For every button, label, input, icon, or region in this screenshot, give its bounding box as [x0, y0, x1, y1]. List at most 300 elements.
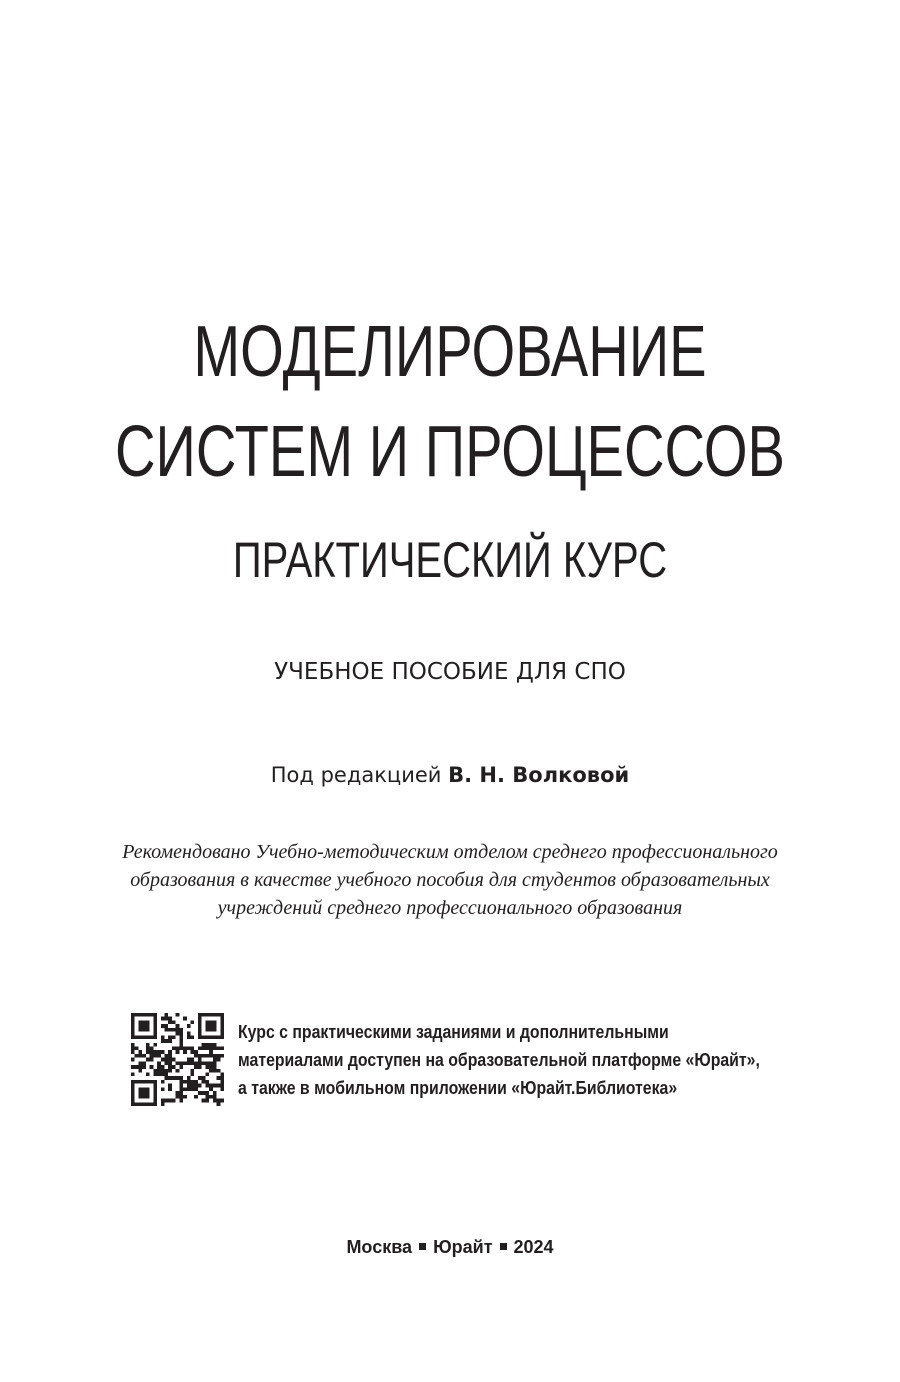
- qr-module: [157, 1054, 161, 1058]
- qr-module: [157, 1050, 161, 1054]
- qr-module: [168, 1020, 172, 1024]
- qr-module: [187, 1024, 191, 1028]
- recommendation-line-1: Рекомендовано Учебно-методическим отделом среднего профессионального: [122, 841, 778, 863]
- qr-module: [172, 1058, 176, 1062]
- qr-module: [138, 1091, 142, 1095]
- book-title-line-2: СИСТЕМ И ПРОЦЕССОВ: [114, 412, 786, 492]
- qr-module: [220, 1017, 224, 1021]
- qr-module: [168, 1039, 172, 1043]
- qr-module: [138, 1050, 142, 1054]
- qr-module: [205, 1046, 209, 1050]
- qr-module: [153, 1080, 157, 1084]
- qr-module: [202, 1076, 206, 1080]
- qr-module: [220, 1024, 224, 1028]
- qr-module: [198, 1013, 202, 1017]
- qr-module: [161, 1080, 165, 1084]
- qr-module: [153, 1017, 157, 1021]
- qr-module: [202, 1054, 206, 1058]
- qr-module: [213, 1095, 217, 1099]
- qr-module: [191, 1061, 195, 1065]
- qr-module: [172, 1076, 176, 1080]
- qr-module: [176, 1046, 180, 1050]
- qr-module: [157, 1073, 161, 1077]
- qr-module: [150, 1050, 154, 1054]
- editor-line: [0, 760, 900, 790]
- qr-module: [194, 1080, 198, 1084]
- imprint-city: Москва: [346, 1237, 413, 1257]
- qr-module: [164, 1054, 168, 1058]
- qr-module: [161, 1099, 165, 1103]
- qr-module: [205, 1099, 209, 1103]
- qr-module: [146, 1024, 150, 1028]
- qr-module: [146, 1020, 150, 1024]
- qr-module: [220, 1087, 224, 1091]
- qr-module: [220, 1073, 224, 1077]
- qr-module: [142, 1035, 146, 1039]
- qr-module: [202, 1091, 206, 1095]
- qr-module: [150, 1054, 154, 1058]
- qr-module: [153, 1043, 157, 1047]
- qr-module: [168, 1087, 172, 1091]
- qr-module: [191, 1020, 195, 1024]
- qr-module: [179, 1035, 183, 1039]
- qr-module: [146, 1035, 150, 1039]
- qr-module: [161, 1069, 165, 1073]
- qr-module: [150, 1013, 154, 1017]
- qr-module: [146, 1073, 150, 1077]
- qr-module: [164, 1073, 168, 1077]
- qr-module: [135, 1080, 139, 1084]
- qr-module: [138, 1102, 142, 1106]
- qr-module: [187, 1076, 191, 1080]
- qr-module: [135, 1013, 139, 1017]
- qr-module: [194, 1084, 198, 1088]
- qr-module: [187, 1032, 191, 1036]
- imprint: [0, 1234, 900, 1260]
- qr-module: [157, 1069, 161, 1073]
- qr-module: [220, 1028, 224, 1032]
- qr-module: [161, 1035, 165, 1039]
- qr-module: [164, 1028, 168, 1032]
- qr-module: [153, 1035, 157, 1039]
- qr-module: [220, 1032, 224, 1036]
- editor-name: В. Н. Волковой: [448, 763, 630, 787]
- qr-module: [198, 1054, 202, 1058]
- qr-module: [146, 1087, 150, 1091]
- qr-module: [187, 1084, 191, 1088]
- qr-module: [213, 1069, 217, 1073]
- qr-module: [142, 1024, 146, 1028]
- qr-module: [142, 1102, 146, 1106]
- qr-module: [150, 1080, 154, 1084]
- qr-module: [194, 1095, 198, 1099]
- qr-module: [168, 1017, 172, 1021]
- qr-module: [205, 1073, 209, 1077]
- qr-module: [131, 1073, 135, 1077]
- qr-module: [198, 1091, 202, 1095]
- qr-module: [183, 1095, 187, 1099]
- qr-module: [138, 1095, 142, 1099]
- qr-module: [131, 1046, 135, 1050]
- qr-module: [220, 1046, 224, 1050]
- qr-module: [217, 1058, 221, 1062]
- qr-module: [209, 1061, 213, 1065]
- qr-module: [198, 1061, 202, 1065]
- qr-module: [146, 1046, 150, 1050]
- book-subtitle: ПРАКТИЧЕСКИЙ КУРС: [232, 532, 668, 588]
- qr-module: [179, 1028, 183, 1032]
- qr-module: [168, 1076, 172, 1080]
- qr-module: [198, 1084, 202, 1088]
- qr-module: [205, 1095, 209, 1099]
- qr-module: [179, 1039, 183, 1043]
- qr-module: [168, 1084, 172, 1088]
- qr-module: [146, 1095, 150, 1099]
- qr-module: [187, 1035, 191, 1039]
- qr-module: [142, 1080, 146, 1084]
- qr-module: [205, 1061, 209, 1065]
- qr-module: [131, 1084, 135, 1088]
- qr-module: [202, 1035, 206, 1039]
- qr-module: [205, 1084, 209, 1088]
- qr-module: [187, 1046, 191, 1050]
- qr-module: [209, 1050, 213, 1054]
- qr-module: [202, 1080, 206, 1084]
- qr-module: [220, 1013, 224, 1017]
- qr-module: [138, 1028, 142, 1032]
- qr-module: [198, 1076, 202, 1080]
- qr-module: [153, 1087, 157, 1091]
- qr-module: [131, 1058, 135, 1062]
- qr-module: [146, 1058, 150, 1062]
- qr-module: [138, 1087, 142, 1091]
- qr-module: [176, 1095, 180, 1099]
- qr-module: [198, 1065, 202, 1069]
- qr-module: [131, 1095, 135, 1099]
- qr-module: [138, 1069, 142, 1073]
- qr-module: [176, 1091, 180, 1095]
- qr-module: [146, 1043, 150, 1047]
- qr-module: [164, 1017, 168, 1021]
- qr-module: [153, 1095, 157, 1099]
- qr-module: [157, 1061, 161, 1065]
- qr-module: [179, 1084, 183, 1088]
- qr-module: [205, 1028, 209, 1032]
- qr-module: [172, 1020, 176, 1024]
- qr-module: [153, 1028, 157, 1032]
- qr-module: [150, 1065, 154, 1069]
- qr-module: [150, 1058, 154, 1062]
- qr-module: [220, 1035, 224, 1039]
- qr-module: [142, 1087, 146, 1091]
- qr-module: [209, 1028, 213, 1032]
- qr-module: [131, 1020, 135, 1024]
- course-note: [238, 1018, 766, 1102]
- qr-module: [179, 1091, 183, 1095]
- qr-module: [153, 1032, 157, 1036]
- qr-module: [138, 1013, 142, 1017]
- qr-module: [205, 1054, 209, 1058]
- qr-module: [217, 1076, 221, 1080]
- qr-module: [209, 1043, 213, 1047]
- qr-module: [202, 1061, 206, 1065]
- qr-module: [209, 1020, 213, 1024]
- qr-module: [179, 1076, 183, 1080]
- qr-module: [191, 1050, 195, 1054]
- recommendation-text: [100, 838, 800, 922]
- qr-module: [138, 1061, 142, 1065]
- qr-module: [198, 1017, 202, 1021]
- qr-module: [176, 1069, 180, 1073]
- qr-module: [153, 1020, 157, 1024]
- qr-module: [194, 1054, 198, 1058]
- qr-module: [146, 1102, 150, 1106]
- qr-module: [138, 1035, 142, 1039]
- qr-module: [202, 1099, 206, 1103]
- qr-module: [194, 1061, 198, 1065]
- qr-module: [209, 1069, 213, 1073]
- qr-module: [194, 1050, 198, 1054]
- qr-module: [183, 1050, 187, 1054]
- qr-module: [142, 1091, 146, 1095]
- qr-module: [176, 1076, 180, 1080]
- qr-module: [142, 1095, 146, 1099]
- qr-module: [164, 1076, 168, 1080]
- qr-module: [198, 1028, 202, 1032]
- qr-module: [220, 1054, 224, 1058]
- qr-module: [131, 1102, 135, 1106]
- separator-square-icon: [419, 1243, 426, 1250]
- qr-module: [153, 1102, 157, 1106]
- qr-module: [164, 1024, 168, 1028]
- qr-module: [183, 1046, 187, 1050]
- qr-module: [198, 1035, 202, 1039]
- qr-module: [198, 1058, 202, 1062]
- qr-module: [179, 1032, 183, 1036]
- qr-module: [183, 1087, 187, 1091]
- qr-module: [183, 1017, 187, 1021]
- qr-module: [187, 1058, 191, 1062]
- qr-module: [205, 1065, 209, 1069]
- course-note-line-3: а также в мобильном приложении «Юрайт.Библиотека»: [238, 1078, 678, 1098]
- qr-module: [135, 1046, 139, 1050]
- qr-module: [131, 1050, 135, 1054]
- qr-module: [135, 1102, 139, 1106]
- qr-module: [205, 1035, 209, 1039]
- qr-module: [179, 1095, 183, 1099]
- qr-module: [176, 1024, 180, 1028]
- editor-prefix: Под редакцией: [270, 763, 442, 787]
- qr-module: [198, 1024, 202, 1028]
- qr-module: [179, 1061, 183, 1065]
- qr-module: [157, 1065, 161, 1069]
- qr-module: [202, 1043, 206, 1047]
- qr-module: [191, 1069, 195, 1073]
- qr-module: [131, 1065, 135, 1069]
- qr-module: [150, 1035, 154, 1039]
- qr-module: [191, 1035, 195, 1039]
- qr-module: [179, 1043, 183, 1047]
- qr-module: [217, 1013, 221, 1017]
- qr-module: [209, 1054, 213, 1058]
- qr-module: [161, 1024, 165, 1028]
- qr-module: [153, 1084, 157, 1088]
- qr-module: [176, 1028, 180, 1032]
- qr-module: [213, 1065, 217, 1069]
- qr-module: [179, 1065, 183, 1069]
- qr-module: [191, 1087, 195, 1091]
- qr-module: [161, 1065, 165, 1069]
- qr-module: [198, 1032, 202, 1036]
- qr-module: [138, 1080, 142, 1084]
- recommendation-line-2: образования в качестве учебного пособия для студентов образовательных: [130, 869, 770, 891]
- qr-module: [220, 1020, 224, 1024]
- qr-module: [146, 1050, 150, 1054]
- qr-module: [205, 1020, 209, 1024]
- qr-module: [179, 1080, 183, 1084]
- qr-module: [131, 1024, 135, 1028]
- qr-module: [209, 1035, 213, 1039]
- qr-module: [146, 1013, 150, 1017]
- qr-module: [205, 1043, 209, 1047]
- qr-module: [220, 1076, 224, 1080]
- qr-module: [164, 1039, 168, 1043]
- qr-module: [142, 1054, 146, 1058]
- qr-module: [183, 1080, 187, 1084]
- qr-module: [205, 1091, 209, 1095]
- qr-module: [213, 1099, 217, 1103]
- qr-module: [142, 1013, 146, 1017]
- qr-module: [191, 1080, 195, 1084]
- qr-module: [205, 1024, 209, 1028]
- qr-module: [153, 1091, 157, 1095]
- qr-module: [220, 1080, 224, 1084]
- qr-module: [131, 1099, 135, 1103]
- qr-module: [131, 1035, 135, 1039]
- qr-module: [153, 1050, 157, 1054]
- qr-module: [191, 1058, 195, 1062]
- qr-module: [131, 1028, 135, 1032]
- qr-module: [168, 1050, 172, 1054]
- qr-module: [146, 1028, 150, 1032]
- qr-module: [131, 1080, 135, 1084]
- qr-module: [138, 1024, 142, 1028]
- qr-module: [209, 1095, 213, 1099]
- qr-code-icon[interactable]: [131, 1013, 224, 1106]
- qr-module: [164, 1099, 168, 1103]
- qr-module: [198, 1046, 202, 1050]
- qr-module: [205, 1013, 209, 1017]
- imprint-year: 2024: [513, 1237, 554, 1257]
- qr-module: [172, 1035, 176, 1039]
- qr-module: [209, 1013, 213, 1017]
- qr-module: [202, 1046, 206, 1050]
- qr-module: [131, 1043, 135, 1047]
- qr-module: [142, 1061, 146, 1065]
- qr-module: [220, 1084, 224, 1088]
- qr-module: [168, 1069, 172, 1073]
- qr-module: [191, 1073, 195, 1077]
- qr-module: [153, 1054, 157, 1058]
- qr-module: [217, 1069, 221, 1073]
- qr-module: [131, 1091, 135, 1095]
- qr-module: [179, 1099, 183, 1103]
- genre-label: УЧЕБНОЕ ПОСОБИЕ ДЛЯ СПО: [274, 659, 626, 685]
- qr-module: [202, 1013, 206, 1017]
- qr-module: [213, 1058, 217, 1062]
- qr-module: [176, 1061, 180, 1065]
- qr-module: [209, 1024, 213, 1028]
- qr-module: [153, 1099, 157, 1103]
- qr-module: [213, 1046, 217, 1050]
- qr-module: [191, 1046, 195, 1050]
- qr-module: [168, 1065, 172, 1069]
- qr-module: [217, 1099, 221, 1103]
- qr-module: [187, 1061, 191, 1065]
- qr-module: [213, 1043, 217, 1047]
- qr-module: [220, 1099, 224, 1103]
- qr-module: [213, 1028, 217, 1032]
- qr-module: [153, 1073, 157, 1077]
- separator-square-icon: [500, 1243, 507, 1250]
- qr-module: [142, 1065, 146, 1069]
- qr-module: [161, 1058, 165, 1062]
- qr-module: [213, 1084, 217, 1088]
- qr-module: [187, 1087, 191, 1091]
- qr-module: [168, 1054, 172, 1058]
- qr-module: [187, 1080, 191, 1084]
- qr-module: [191, 1084, 195, 1088]
- qr-module: [161, 1039, 165, 1043]
- qr-module: [176, 1050, 180, 1054]
- qr-module: [153, 1069, 157, 1073]
- qr-module: [164, 1013, 168, 1017]
- qr-module: [146, 1091, 150, 1095]
- qr-module: [179, 1087, 183, 1091]
- qr-module: [213, 1061, 217, 1065]
- qr-module: [135, 1065, 139, 1069]
- qr-module: [194, 1065, 198, 1069]
- qr-module: [213, 1020, 217, 1024]
- qr-module: [168, 1061, 172, 1065]
- qr-module: [161, 1050, 165, 1054]
- qr-module: [213, 1024, 217, 1028]
- qr-module: [183, 1061, 187, 1065]
- qr-module: [164, 1058, 168, 1062]
- recommendation-line-3: учреждений среднего профессионального образования: [217, 897, 683, 919]
- qr-module: [135, 1035, 139, 1039]
- book-title-line-1: МОДЕЛИРОВАНИЕ: [193, 312, 707, 392]
- qr-module: [164, 1069, 168, 1073]
- qr-module: [131, 1017, 135, 1021]
- imprint-publisher: Юрайт: [433, 1237, 493, 1257]
- qr-module: [209, 1065, 213, 1069]
- qr-module: [172, 1028, 176, 1032]
- qr-module: [217, 1035, 221, 1039]
- qr-module: [164, 1061, 168, 1065]
- qr-module: [176, 1032, 180, 1036]
- qr-module: [194, 1087, 198, 1091]
- qr-module: [209, 1084, 213, 1088]
- qr-module: [213, 1035, 217, 1039]
- qr-module: [168, 1028, 172, 1032]
- qr-module: [138, 1054, 142, 1058]
- qr-module: [142, 1028, 146, 1032]
- qr-module: [153, 1024, 157, 1028]
- qr-module: [161, 1087, 165, 1091]
- qr-module: [176, 1013, 180, 1017]
- qr-module: [168, 1058, 172, 1062]
